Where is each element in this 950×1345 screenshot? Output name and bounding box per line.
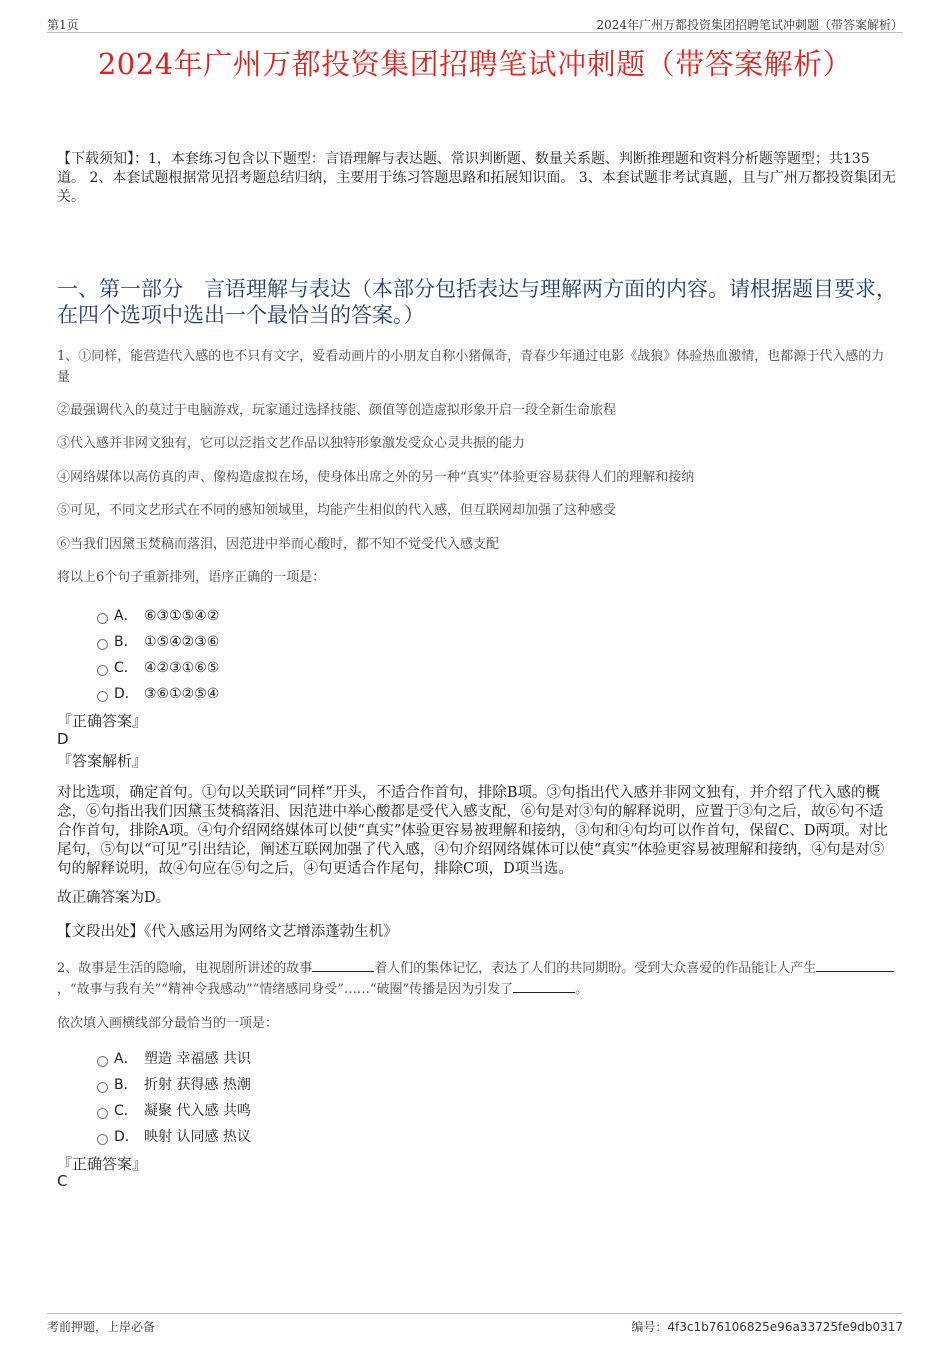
q2-stem	[57, 958, 897, 1000]
q1-answer: D	[57, 730, 69, 748]
q1-prompt: 将以上6个句子重新排列，语序正确的一项是：	[57, 570, 326, 585]
option-letter: B．	[114, 1077, 138, 1093]
footer-code	[631, 1318, 903, 1335]
option-letter: A．	[114, 1051, 138, 1067]
option-letter: D．	[114, 1129, 139, 1145]
page-footer	[47, 1313, 903, 1334]
q1-sentence-3: ③代入感并非网文独有，它可以泛指文艺作品以独特形象激发受众心灵共振的能力	[57, 436, 526, 451]
blank-3	[513, 980, 575, 993]
q2-answer-label: 『正确答案』	[57, 1155, 148, 1173]
footer-slogan: 考前押题，上岸必备	[47, 1320, 156, 1334]
q1-conclusion: 故正确答案为D。	[57, 890, 171, 906]
q1-analysis-label: 『答案解析』	[57, 752, 148, 770]
section-heading: 一、第一部分 言语理解与表达（本部分包括表达与理解两方面的内容。请根据题目要求，在四个选项中选出一个最恰当的答案。）	[57, 277, 897, 327]
q1-source: 【文段出处】《代入感运用为网络文艺增添蓬勃生机》	[57, 924, 398, 940]
option-text: 塑造 幸福感 共识	[144, 1051, 251, 1067]
option-letter: B．	[114, 634, 138, 650]
option-text: 折射 获得感 热潮	[144, 1077, 251, 1093]
q2-answer: C	[57, 1172, 68, 1190]
q2-stem-part2: 着人们的集体记忆，表达了人们的共同期盼。受到大众喜爱的作品能让人产生	[374, 961, 817, 976]
q1-sentence-5: ⑤可见，不同文艺形式在不同的感知领域里，均能产生相似的代入感，但互联网却加强了这种感受	[57, 503, 617, 518]
option-text: ⑥③①⑤④②	[144, 608, 220, 624]
radio-icon[interactable]	[97, 613, 108, 624]
option-text: 凝聚 代入感 共鸣	[144, 1103, 251, 1119]
page-header	[47, 14, 903, 33]
radio-icon[interactable]	[97, 691, 108, 702]
q1-sentence-2: ②最强调代入的莫过于电脑游戏，玩家通过选择技能、颜值等创造虚拟形象开启一段全新生命旅程	[57, 403, 617, 418]
q2-prompt: 依次填入画横线部分最恰当的一项是：	[57, 1016, 279, 1031]
q2-option-b[interactable]	[97, 1074, 251, 1094]
q1-option-a[interactable]	[97, 605, 219, 625]
footer-code-label: 编号：	[631, 1320, 668, 1334]
q2-option-c[interactable]	[97, 1100, 251, 1120]
q2-option-d[interactable]	[97, 1126, 251, 1146]
option-text: ④②③①⑥⑤	[144, 660, 220, 676]
option-text: ①⑤④②③⑥	[144, 634, 220, 650]
option-letter: A．	[114, 608, 138, 624]
blank-2	[816, 959, 894, 972]
q1-sentence-6: ⑥当我们因黛玉焚稿而落泪，因范进中举而心酸时，都不知不觉受代入感支配	[57, 537, 500, 552]
q1-answer-label: 『正确答案』	[57, 712, 148, 730]
page-number: 第1页	[47, 18, 79, 32]
option-letter: D．	[114, 686, 139, 702]
q2-stem-part3: ，“故事与我有关”“精神令我感动”“情绪感同身受”……“破圈”传播是因为引发了	[57, 982, 514, 997]
option-text: ③⑥①②⑤④	[144, 686, 220, 702]
radio-icon[interactable]	[97, 1108, 108, 1119]
radio-icon[interactable]	[97, 1056, 108, 1067]
option-text: 映射 认同感 热议	[144, 1129, 251, 1145]
header-doc-name: 2024年广州万都投资集团招聘笔试冲刺题（带答案解析）	[596, 18, 903, 32]
q2-stem-end: 。	[575, 982, 589, 997]
download-notice: 【下载须知】：1，本套练习包含以下题型：言语理解与表达题、常识判断题、数量关系题、判断推理题和资料分析题等题型；共135道。 2、本套试题根据常见招考题总结归纳，主要用于练习答题思路和拓展知识面。 3、本套试题非考试真题，且与广州万都投资集团无关。	[57, 151, 896, 205]
radio-icon[interactable]	[97, 665, 108, 676]
q1-option-d[interactable]	[97, 683, 219, 703]
q1-option-c[interactable]	[97, 657, 219, 677]
q1-analysis: 对比选项，确定首句。①句以关联词“同样”开头，不适合作首句，排除B项。③句指出代入感并非网文独有，并介绍了代入感的概念，⑥句指出我们因黛玉焚稿落泪、因范进中举心酸都是受代入感支配，⑥句是对③句的解释说明，应置于③句之后，故⑥句不适合作首句，排除A项。④句介绍网络媒体可以使“真实”体验更容易被理解和接纳，③句和④句均可以作首句，保留C、D两项。对比尾句，⑤句以“可见”引出结论，阐述互联网加强了代入感，④句介绍网络媒体可以使“真实”体验更容易被理解和接纳，④句是对⑤句的解释说明，故④句应在⑤句之后，④句更适合作尾句，排除C项，D项当选。	[57, 785, 889, 877]
q2-stem-part1: 2、故事是生活的隐喻，电视剧所讲述的故事	[57, 961, 313, 976]
q2-option-a[interactable]	[97, 1048, 251, 1068]
document-title: 2024年广州万都投资集团招聘笔试冲刺题（带答案解析）	[97, 47, 853, 81]
radio-icon[interactable]	[97, 1134, 108, 1145]
radio-icon[interactable]	[97, 639, 108, 650]
q1-sentence-4: ④网络媒体以高仿真的声、像构造虚拟在场，使身体出席之外的另一种“真实”体验更容易获得人们的理解和接纳	[57, 470, 695, 485]
blank-1	[312, 959, 374, 972]
option-letter: C．	[114, 1103, 138, 1119]
q1-option-b[interactable]	[97, 631, 219, 651]
radio-icon[interactable]	[97, 1082, 108, 1093]
q1-sentence-1: 1、①同样，能营造代入感的也不只有文字，爱看动画片的小朋友自称小猪佩奇，青春少年通过电影《战狼》体验热血激情，也都源于代入感的力量	[57, 349, 885, 385]
footer-code-value: 4f3c1b76106825e96a33725fe9db0317	[667, 1320, 903, 1334]
option-letter: C．	[114, 660, 138, 676]
